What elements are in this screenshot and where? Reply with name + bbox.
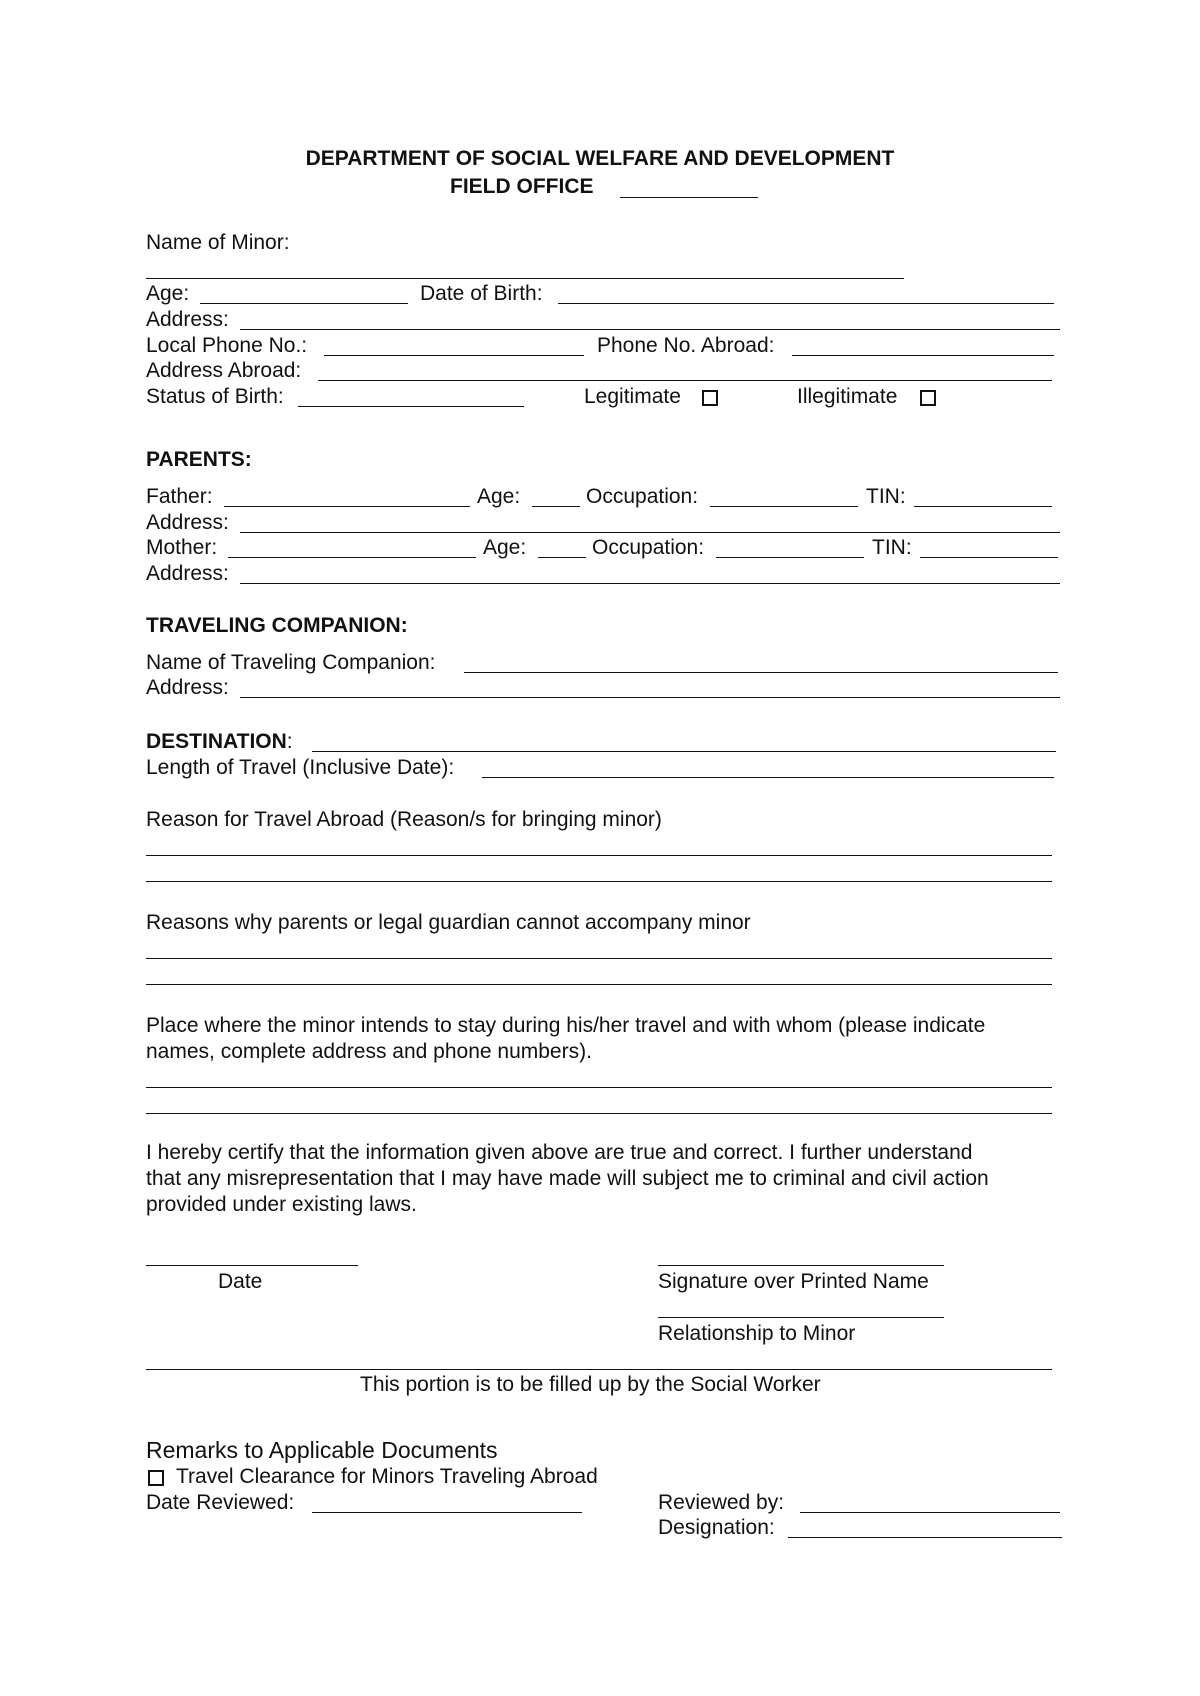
reason-guardian-line-1[interactable]: [146, 958, 1052, 959]
father-address-label: Address:: [146, 511, 229, 534]
date-of-birth-line[interactable]: [558, 303, 1054, 304]
mother-age-label: Age:: [483, 536, 527, 559]
mother-age-line[interactable]: [538, 557, 586, 558]
father-address-line[interactable]: [240, 532, 1060, 533]
local-phone-label: Local Phone No.:: [146, 334, 308, 357]
stay-line-1[interactable]: [146, 1087, 1052, 1088]
destination-heading: DESTINATION: [146, 730, 287, 753]
phone-abroad-label: Phone No. Abroad:: [597, 334, 775, 357]
status-of-birth-label: Status of Birth:: [146, 385, 284, 408]
father-tin-label: TIN:: [866, 485, 906, 508]
certification-line-3: provided under existing laws.: [146, 1193, 417, 1216]
date-reviewed-line[interactable]: [312, 1512, 582, 1513]
address-abroad-label: Address Abroad:: [146, 359, 302, 382]
designation-line[interactable]: [788, 1537, 1062, 1538]
social-worker-note: This portion is to be filled up by the Social Worker: [360, 1373, 821, 1396]
stay-line-2[interactable]: [146, 1113, 1052, 1114]
mother-occupation-label: Occupation:: [592, 536, 705, 559]
certification-line-1: I hereby certify that the information given above are true and correct. I further understand: [146, 1141, 973, 1164]
social-worker-divider: [146, 1369, 1052, 1370]
parents-heading: PARENTS:: [146, 448, 252, 471]
father-age-label: Age:: [477, 485, 521, 508]
age-label: Age:: [146, 282, 190, 305]
status-of-birth-line[interactable]: [298, 406, 524, 407]
remarks-heading: Remarks to Applicable Documents: [146, 1437, 498, 1463]
reason-guardian-line-2[interactable]: [146, 984, 1052, 985]
reason-guardian-label: Reasons why parents or legal guardian cannot accompany minor: [146, 911, 751, 934]
destination-label: [146, 730, 293, 754]
mother-address-line[interactable]: [240, 583, 1060, 584]
mother-address-label: Address:: [146, 562, 229, 585]
legitimate-label: Legitimate: [584, 385, 681, 408]
signature-caption: Signature over Printed Name: [658, 1270, 929, 1293]
mother-line[interactable]: [228, 557, 476, 558]
local-phone-line[interactable]: [324, 355, 584, 356]
travel-clearance-checkbox[interactable]: [148, 1470, 164, 1486]
destination-colon: :: [286, 730, 293, 753]
designation-label: Designation:: [658, 1516, 775, 1539]
father-line[interactable]: [224, 506, 470, 507]
illegitimate-label: Illegitimate: [797, 385, 898, 408]
father-occupation-line[interactable]: [710, 506, 858, 507]
mother-label: Mother:: [146, 536, 218, 559]
name-of-minor-line[interactable]: [146, 278, 904, 279]
length-of-travel-line[interactable]: [482, 777, 1054, 778]
date-signature-line[interactable]: [146, 1265, 358, 1266]
address-line[interactable]: [240, 329, 1060, 330]
reason-travel-label: Reason for Travel Abroad (Reason/s for bringing minor): [146, 808, 662, 831]
name-of-minor-label: Name of Minor:: [146, 231, 290, 254]
mother-tin-label: TIN:: [872, 536, 912, 559]
companion-name-line[interactable]: [464, 672, 1058, 673]
father-occupation-label: Occupation:: [586, 485, 699, 508]
phone-abroad-line[interactable]: [792, 355, 1054, 356]
companion-address-label: Address:: [146, 676, 229, 699]
father-tin-line[interactable]: [914, 506, 1052, 507]
department-title: DEPARTMENT OF SOCIAL WELFARE AND DEVELOPMENT: [305, 147, 895, 170]
travel-clearance-label: Travel Clearance for Minors Traveling Abroad: [176, 1465, 598, 1488]
illegitimate-checkbox[interactable]: [920, 390, 936, 406]
relationship-line[interactable]: [658, 1317, 944, 1318]
field-office-label: FIELD OFFICE: [450, 175, 594, 198]
date-reviewed-label: Date Reviewed:: [146, 1491, 295, 1514]
age-line[interactable]: [200, 303, 408, 304]
address-abroad-line[interactable]: [318, 380, 1052, 381]
certification-line-2: that any misrepresentation that I may have made will subject me to criminal and civil action: [146, 1167, 989, 1190]
father-label: Father:: [146, 485, 213, 508]
signature-line[interactable]: [658, 1265, 944, 1266]
length-of-travel-label: Length of Travel (Inclusive Date):: [146, 756, 455, 779]
companion-address-line[interactable]: [240, 697, 1060, 698]
date-caption: Date: [218, 1270, 263, 1293]
field-office-line[interactable]: [620, 197, 758, 198]
reviewed-by-line[interactable]: [800, 1512, 1060, 1513]
mother-tin-line[interactable]: [920, 557, 1058, 558]
reason-travel-line-1[interactable]: [146, 855, 1052, 856]
relationship-caption: Relationship to Minor: [658, 1322, 856, 1345]
date-of-birth-label: Date of Birth:: [420, 282, 543, 305]
mother-occupation-line[interactable]: [716, 557, 864, 558]
reviewed-by-label: Reviewed by:: [658, 1491, 785, 1514]
stay-label-line-2: names, complete address and phone numbers).: [146, 1040, 592, 1063]
stay-label-line-1: Place where the minor intends to stay during his/her travel and with whom (please indicate: [146, 1014, 986, 1037]
address-label: Address:: [146, 308, 229, 331]
companion-name-label: Name of Traveling Companion:: [146, 651, 436, 674]
legitimate-checkbox[interactable]: [702, 390, 718, 406]
destination-line[interactable]: [312, 751, 1056, 752]
reason-travel-line-2[interactable]: [146, 881, 1052, 882]
father-age-line[interactable]: [532, 506, 580, 507]
companion-heading: TRAVELING COMPANION:: [146, 614, 408, 637]
